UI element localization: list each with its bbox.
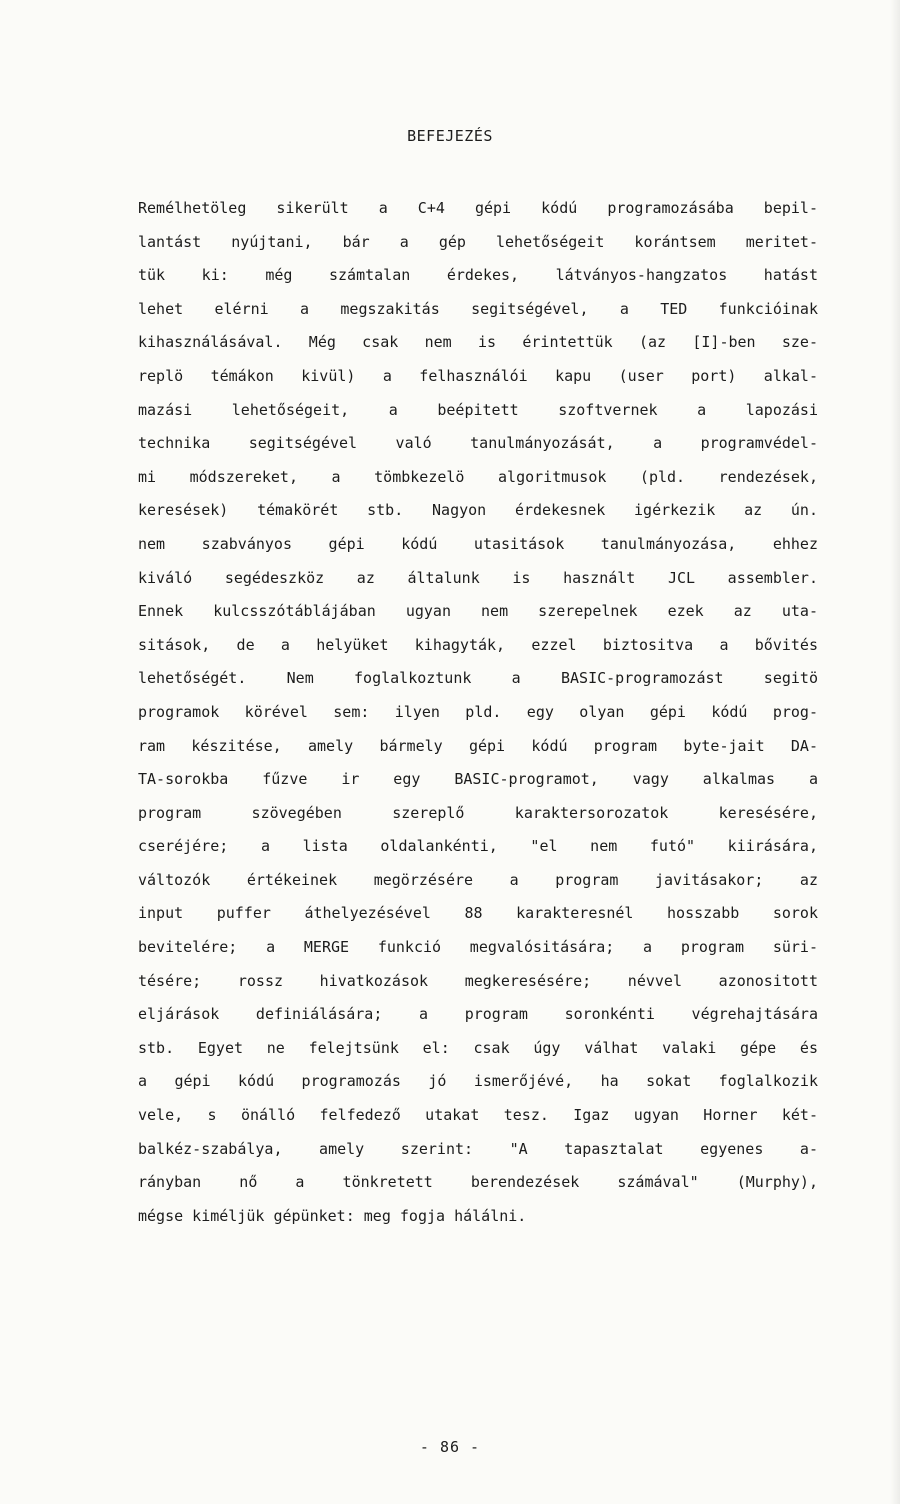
text-line: rányban nő a tönkretett berendezések számával" (Murphy),	[138, 1173, 818, 1192]
text-line: keresések) témakörét stb. Nagyon érdekesnek igérkezik az ún.	[138, 501, 818, 520]
text-line: program szövegében szereplő karaktersorozatok keresésére,	[138, 803, 818, 822]
text-line: Remélhetöleg sikerült a C+4 gépi kódú programozásába bepil-	[138, 199, 818, 217]
text-line: stb. Egyet ne felejtsünk el: csak úgy válhat valaki gépe és	[138, 1038, 818, 1057]
text-line: kiváló segédeszköz az általunk is használt JCL assembler.	[138, 568, 818, 587]
text-line: balkéz-szabálya, amely szerint: "A tapasztalat egyenes a-	[138, 1139, 818, 1158]
text-line: mi módszereket, a tömbkezelö algoritmusok (pld. rendezések,	[138, 467, 818, 486]
text-line: kihasználásával. Még csak nem is érintettük (az [I]-ben sze-	[138, 333, 818, 352]
text-line: replö témákon kivül) a felhasználói kapu (user port) alkal-	[138, 366, 818, 385]
text-line: a gépi kódú programozás jó ismerőjévé, ha sokat foglalkozik	[138, 1072, 818, 1091]
text-line: lehetőségét. Nem foglalkoztunk a BASIC-programozást segitö	[138, 669, 818, 688]
text-line: vele, s önálló felfedező utakat tesz. Igaz ugyan Horner két-	[138, 1106, 818, 1125]
page-edge-shadow	[890, 0, 900, 1504]
text-line: lehet elérni a megszakitás segitségével, a TED funkcióinak	[138, 299, 818, 318]
text-line: ram készitése, amely bármely gépi kódú program byte-jait DA-	[138, 736, 818, 755]
text-line: cseréjére; a lista oldalankénti, "el nem futó" kiirására,	[138, 837, 818, 856]
text-line: eljárások definiálására; a program soronkénti végrehajtására	[138, 1005, 818, 1024]
text-line: technika segitségével való tanulmányozását, a programvédel-	[138, 434, 818, 453]
text-line-last: mégse kiméljük gépünket: meg fogja hálálni.	[138, 1206, 527, 1225]
text-line: bevitelére; a MERGE funkció megvalósitására; a program süri-	[138, 938, 818, 957]
text-line: tük ki: még számtalan érdekes, látványos-hangzatos hatást	[138, 266, 818, 285]
text-line: Ennek kulcsszótáblájában ugyan nem szerepelnek ezek az uta-	[138, 602, 818, 621]
body-text	[138, 192, 818, 1233]
page-title: BEFEJEZÉS	[407, 127, 493, 145]
page-number: - 86 -	[419, 1438, 481, 1456]
text-line: változók értékeinek megörzésére a program javitásakor; az	[138, 870, 818, 889]
text-line: lantást nyújtani, bár a gép lehetőségeit korántsem meritet-	[138, 232, 818, 251]
text-line: input puffer áthelyezésével 88 karakteresnél hosszabb sorok	[138, 904, 818, 923]
text-line: nem szabványos gépi kódú utasitások tanulmányozása, ehhez	[138, 534, 818, 553]
text-line: mazási lehetőségeit, a beépitett szoftvernek a lapozási	[138, 400, 818, 419]
text-line: sitások, de a helyüket kihagyták, ezzel biztositva a bővités	[138, 635, 818, 654]
text-line: TA-sorokba fűzve ir egy BASIC-programot, vagy alkalmas a	[138, 770, 818, 789]
text-line: tésére; rossz hivatkozások megkeresésére; névvel azonositott	[138, 971, 818, 990]
text-line: programok körével sem: ilyen pld. egy olyan gépi kódú prog-	[138, 702, 818, 721]
